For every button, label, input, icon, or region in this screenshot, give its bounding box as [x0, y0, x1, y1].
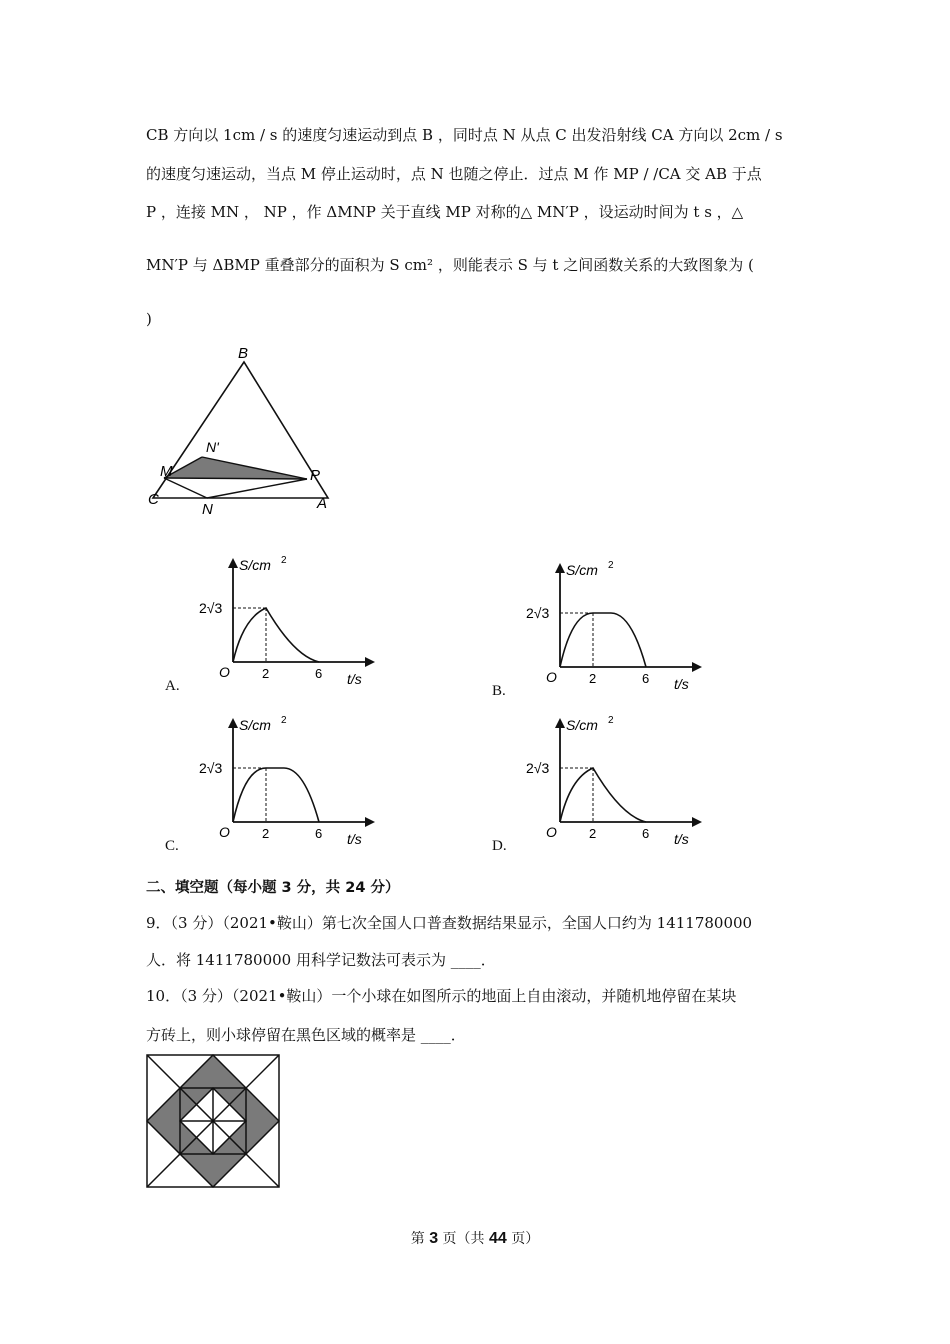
footer-suffix: 页） [511, 1231, 540, 1247]
x-axis-arrow [692, 662, 702, 672]
y-axis-arrow [555, 718, 565, 728]
segment-mp [164, 478, 307, 479]
footer-middle: 页（共 [442, 1231, 485, 1247]
peak-value-label: 2√3 [199, 760, 223, 776]
label-a: A [317, 495, 328, 512]
footer-total-pages: 44 [489, 1230, 507, 1247]
option-graph-2 [522, 555, 712, 695]
tick-label-6: 6 [642, 826, 650, 841]
option-label-1[interactable]: A. [165, 678, 180, 694]
q9-line-2: 人．将 1411780000 用科学记数法可表示为 ____． [146, 951, 496, 969]
option-label-4[interactable]: D. [492, 838, 507, 854]
segment-np [207, 479, 307, 498]
q10-line-2: 方砖上，则小球停留在黑色区域的概率是 ____． [146, 1026, 466, 1044]
label-n-prime: N' [206, 439, 219, 455]
tick-label-6: 6 [315, 826, 323, 841]
origin-label: O [546, 669, 557, 685]
y-axis-label: S/cm [566, 562, 598, 578]
shaded-region [164, 457, 307, 479]
option-graph-1 [195, 550, 385, 690]
y-axis-label: S/cm [566, 717, 598, 733]
section-title: 二、填空题（每小题 3 分，共 24 分） [146, 880, 400, 896]
q8-line-4: MN′P 与 ΔBMP 重叠部分的面积为 S cm² ，则能表示 S 与 t 之间函数关系的大致图象为 ( [146, 256, 754, 274]
y-axis-label: S/cm [239, 717, 271, 733]
x-axis-arrow [365, 657, 375, 667]
peak-value-label: 2√3 [526, 605, 550, 621]
tick-label-2: 2 [262, 666, 270, 681]
function-curve [560, 613, 646, 667]
origin-label: O [546, 824, 557, 840]
tick-label-6: 6 [642, 671, 650, 686]
x-axis-label: t/s [347, 831, 362, 847]
function-curve [233, 608, 319, 662]
x-axis-label: t/s [674, 831, 689, 847]
page-footer [0, 1228, 950, 1248]
x-axis-label: t/s [674, 676, 689, 692]
q8-line-2: 的速度匀速运动，当点 M 停止运动时，点 N 也随之停止．过点 M 作 MP / /CA 交 AB 于点 [146, 165, 762, 183]
label-p: P [310, 467, 321, 484]
tile-figure [146, 1054, 280, 1188]
label-b: B [238, 345, 249, 362]
label-m: M [160, 463, 173, 480]
tick-label-2: 2 [262, 826, 270, 841]
y-axis-arrow [228, 558, 238, 568]
q10-line-1: 10．（3 分）（2021•鞍山）一个小球在如图所示的地面上自由滚动，并随机地停留在某块 [146, 987, 737, 1005]
y-axis-unit-exponent: 2 [608, 560, 614, 571]
function-curve [233, 768, 319, 822]
footer-page-number: 3 [429, 1230, 439, 1247]
option-label-2[interactable]: B. [492, 683, 506, 699]
tick-label-2: 2 [589, 671, 597, 686]
function-curve [560, 768, 646, 822]
y-axis-arrow [555, 563, 565, 573]
peak-value-label: 2√3 [199, 600, 223, 616]
y-axis-unit-exponent: 2 [281, 715, 287, 726]
q8-line-5: ) [146, 310, 152, 328]
y-axis-unit-exponent: 2 [281, 555, 287, 566]
x-axis-label: t/s [347, 671, 362, 687]
q8-line-3: P ，连接 MN ， NP ，作 ΔMNP 关于直线 MP 对称的△ MN′P ，设运动时间为 t s ，△ [146, 203, 744, 221]
y-axis-label: S/cm [239, 557, 271, 573]
label-c: C [148, 491, 159, 508]
x-axis-arrow [365, 817, 375, 827]
tick-label-6: 6 [315, 666, 323, 681]
segment-mn [164, 478, 207, 498]
q9-line-1: 9．（3 分）（2021•鞍山）第七次全国人口普查数据结果显示，全国人口约为 1411780000 [146, 914, 753, 932]
label-n: N [202, 501, 213, 518]
triangle-figure [140, 340, 340, 520]
x-axis-arrow [692, 817, 702, 827]
footer-prefix: 第 [410, 1231, 425, 1247]
option-label-3[interactable]: C. [165, 838, 179, 854]
q8-line-1: CB 方向以 1cm / s 的速度匀速运动到点 B ，同时点 N 从点 C 出发沿射线 CA 方向以 2cm / s [146, 126, 783, 144]
option-graph-3 [195, 710, 385, 850]
tick-label-2: 2 [589, 826, 597, 841]
peak-value-label: 2√3 [526, 760, 550, 776]
y-axis-unit-exponent: 2 [608, 715, 614, 726]
origin-label: O [219, 664, 230, 680]
y-axis-arrow [228, 718, 238, 728]
option-graph-4 [522, 710, 712, 850]
origin-label: O [219, 824, 230, 840]
